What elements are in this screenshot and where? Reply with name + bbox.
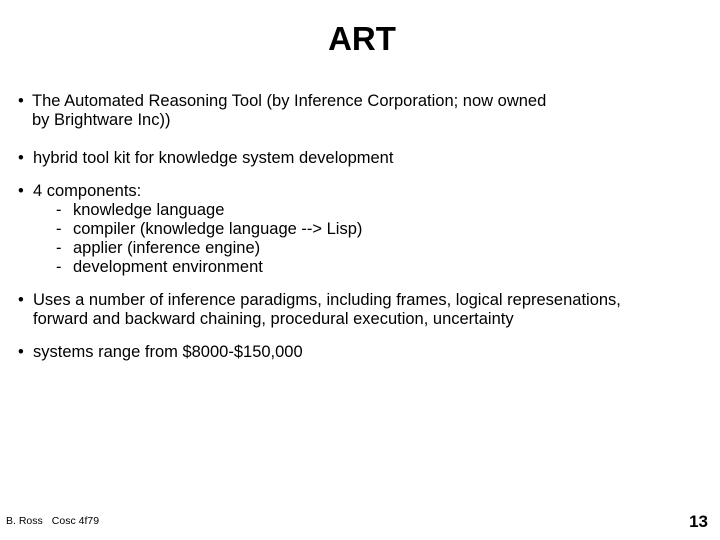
bullet-item (18, 182, 718, 277)
footer-course: Cosc 4f79 (51, 515, 100, 527)
sub-item (56, 201, 718, 220)
page-number: 13 (689, 512, 708, 531)
sub-item (56, 258, 718, 277)
sub-item (56, 239, 718, 258)
sub-marker: - (56, 201, 62, 219)
bullet-line: Uses a number of inference paradigms, including frames, logical represenations, (33, 291, 621, 309)
footer-credit (6, 515, 99, 527)
bullet-line: forward and backward chaining, procedural execution, uncertainty (33, 310, 514, 328)
sub-item-text: compiler (knowledge language --> Lisp) (73, 220, 363, 238)
bullet-item (18, 343, 718, 362)
bullet-text (32, 92, 718, 130)
sub-marker: - (56, 258, 62, 276)
slide-title: ART (328, 20, 396, 57)
bullet-text (33, 182, 718, 277)
bullet-text (33, 343, 718, 362)
sub-item-text: development environment (73, 258, 263, 276)
footer-author: B. Ross (6, 515, 43, 527)
slide-body (18, 92, 718, 362)
sub-marker: - (56, 239, 62, 257)
sub-item (56, 220, 718, 239)
component-list (56, 201, 718, 277)
bullet-marker: • (18, 182, 24, 200)
bullet-line: The Automated Reasoning Tool (by Inference Corporation; now owned (32, 92, 547, 110)
bullet-line: hybrid tool kit for knowledge system development (33, 149, 394, 167)
bullet-text (33, 291, 718, 329)
bullet-marker: • (18, 92, 24, 110)
bullet-marker: • (18, 291, 24, 309)
bullet-line: 4 components: (33, 182, 142, 200)
sub-marker: - (56, 220, 62, 238)
bullet-marker: • (18, 343, 24, 361)
sub-item-text: applier (inference engine) (73, 239, 261, 257)
bullet-marker: • (18, 149, 24, 167)
bullet-line: systems range from $8000-$150,000 (33, 343, 303, 361)
bullet-line: by Brightware Inc)) (32, 111, 171, 129)
bullet-text (33, 149, 718, 168)
sub-item-text: knowledge language (73, 201, 225, 219)
bullet-item (18, 291, 718, 329)
bullet-item (18, 149, 718, 168)
bullet-item (18, 92, 718, 130)
